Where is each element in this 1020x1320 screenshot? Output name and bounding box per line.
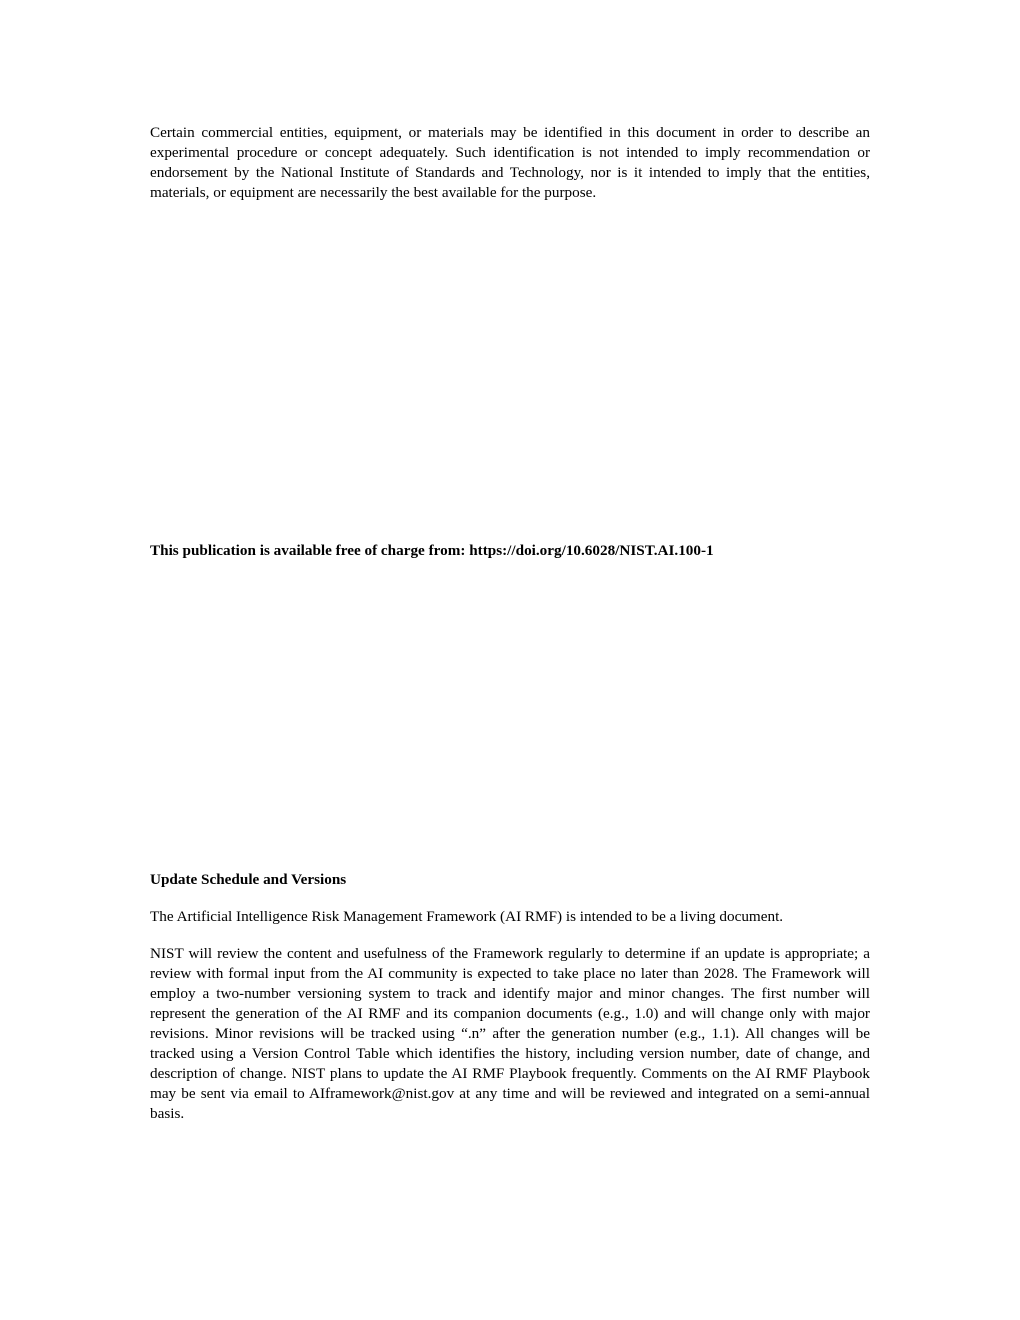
versioning-paragraph: NIST will review the content and usefulness of the Framework regularly to determine if an update is appropriate; a review with formal input from the AI community is expected to take place no later than 2028. The Framework will employ a two-number versioning system to track and identify major and minor changes. The first number will represent the generation of the AI RMF and its companion documents (e.g., 1.0) and will change only with major revisions. Minor revisions will be tracked using “.n” after the generation number (e.g., 1.1). All changes will be tracked using a Version Control Table which identifies the history, including version number, date of change, and description of change. NIST plans to update the AI RMF Playbook frequently. Comments on the AI RMF Playbook may be sent via email to AIframework@nist.gov at any time and will be reviewed and integrated on a semi-annual basis. <box>150 945 870 1122</box>
section-heading: Update Schedule and Versions <box>150 871 347 888</box>
availability-statement: This publication is available free of charge from: https://doi.org/10.6028/NIST.AI.100-1 <box>150 542 714 559</box>
living-document-paragraph: The Artificial Intelligence Risk Management Framework (AI RMF) is intended to be a living document. <box>150 908 784 925</box>
disclaimer-paragraph: Certain commercial entities, equipment, or materials may be identified in this document in order to describe an experimental procedure or concept adequately. Such identification is not intended to imply recommendation or endorsement by the National Institute of Standards and Technology, nor is it intended to imply that the entities, materials, or equipment are necessarily the best available for the purpose. <box>150 124 870 201</box>
update-schedule-section <box>150 870 870 1124</box>
